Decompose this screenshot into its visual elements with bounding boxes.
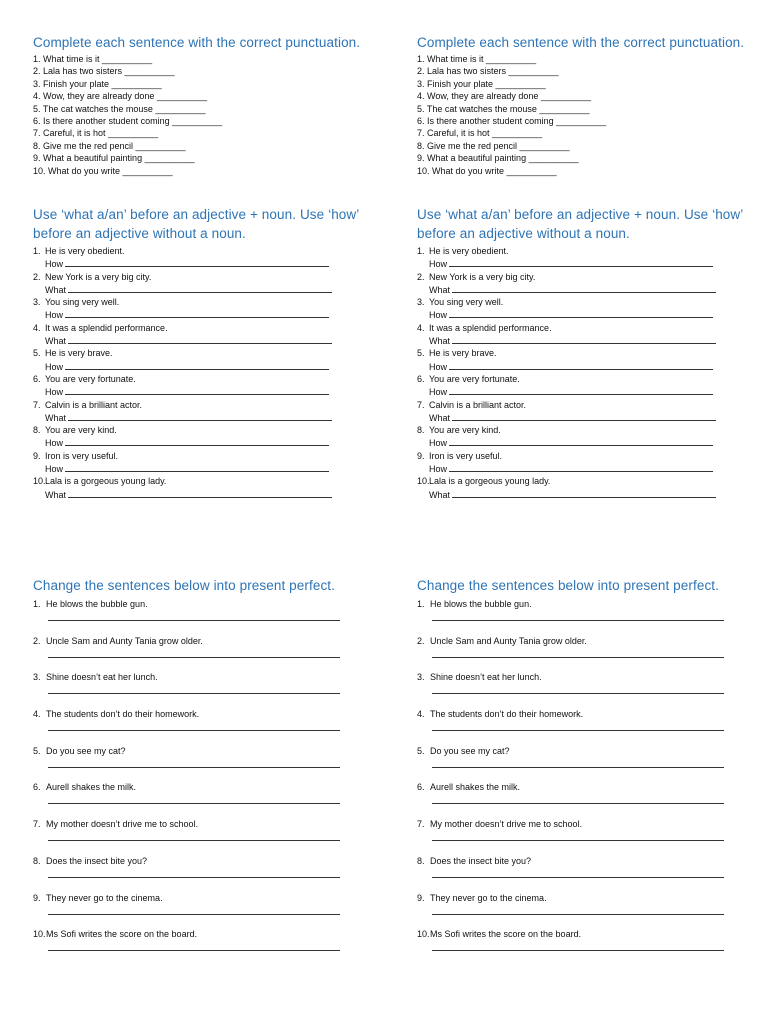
punctuation-item: 8. Give me the red pencil __________ [417, 140, 570, 151]
what-how-list [33, 245, 373, 501]
what-how-item: 2. New York is a very big city. What [417, 271, 757, 297]
punctuation-item: 1. What time is it __________ [33, 54, 153, 64]
punctuation-item: 6. Is there another student coming __________ [417, 116, 607, 127]
answer-line[interactable] [449, 462, 713, 472]
present-perfect-item: 7. My mother doesn’t drive me to school. [33, 818, 373, 855]
present-perfect-item: 7. My mother doesn’t drive me to school. [417, 818, 757, 855]
what-how-item: 9. Iron is very useful. How [417, 450, 757, 476]
answer-line[interactable] [452, 488, 716, 498]
answer-line[interactable] [452, 411, 716, 421]
present-perfect-item: 9. They never go to the cinema. [33, 892, 373, 929]
what-how-item: 9. Iron is very useful. How [33, 450, 373, 476]
punctuation-item: 7. Careful, it is hot __________ [417, 128, 543, 139]
what-how-item: 1. He is very obedient. How [33, 245, 373, 271]
present-perfect-item: 9. They never go to the cinema. [417, 892, 757, 929]
answer-line[interactable] [432, 693, 724, 694]
present-perfect-item: 10.Ms Sofi writes the score on the board. [417, 928, 757, 965]
punctuation-item: 4. Wow, they are already done __________ [33, 91, 207, 102]
answer-line[interactable] [432, 620, 724, 621]
answer-line[interactable] [452, 334, 716, 344]
what-how-heading: Use ‘what a/an’ before an adjective + noun. Use ‘how’ before an adjective without a noun. [33, 207, 359, 241]
answer-line[interactable] [432, 803, 724, 804]
punctuation-item: 4. Wow, they are already done __________ [417, 91, 591, 102]
what-how-item: 4. It was a splendid performance. What [33, 322, 373, 348]
present-perfect-item: 5. Do you see my cat? [417, 745, 757, 782]
present-perfect-item: 2. Uncle Sam and Aunty Tania grow older. [417, 635, 757, 672]
answer-line[interactable] [48, 730, 340, 731]
answer-line[interactable] [48, 693, 340, 694]
what-how-item: 1. He is very obedient. How [417, 245, 757, 271]
answer-line[interactable] [449, 257, 713, 267]
answer-line[interactable] [48, 767, 340, 768]
what-how-section-right [417, 205, 757, 501]
punctuation-item: 10. What do you write __________ [33, 165, 173, 176]
answer-line[interactable] [432, 877, 724, 878]
answer-line[interactable] [432, 657, 724, 658]
what-how-item: 6. You are very fortunate. How [33, 373, 373, 399]
present-perfect-item: 6. Aurell shakes the milk. [417, 781, 757, 818]
present-perfect-item: 10.Ms Sofi writes the score on the board. [33, 928, 373, 965]
what-how-item: 8. You are very kind. How [417, 424, 757, 450]
what-how-item: 2. New York is a very big city. What [33, 271, 373, 297]
present-perfect-heading: Change the sentences below into present perfect. [33, 578, 335, 593]
punctuation-item: 6. Is there another student coming __________ [33, 116, 223, 127]
punctuation-item: 5. The cat watches the mouse __________ [417, 103, 590, 114]
answer-line[interactable] [432, 730, 724, 731]
answer-line[interactable] [65, 385, 329, 395]
present-perfect-item: 5. Do you see my cat? [33, 745, 373, 782]
punctuation-item: 2. Lala has two sisters __________ [33, 66, 175, 77]
answer-line[interactable] [432, 914, 724, 915]
answer-line[interactable] [432, 950, 724, 951]
present-perfect-section-left [33, 576, 373, 965]
what-how-item: 5. He is very brave. How [33, 347, 373, 373]
answer-line[interactable] [65, 308, 329, 318]
answer-line[interactable] [432, 840, 724, 841]
what-how-heading: Use ‘what a/an’ before an adjective + noun. Use ‘how’ before an adjective without a noun. [417, 207, 743, 241]
punctuation-list [417, 53, 757, 177]
what-how-item: 10.Lala is a gorgeous young lady. What [417, 475, 757, 501]
answer-line[interactable] [68, 283, 332, 293]
what-how-item: 10.Lala is a gorgeous young lady. What [33, 475, 373, 501]
present-perfect-item: 8. Does the insect bite you? [417, 855, 757, 892]
answer-line[interactable] [65, 360, 329, 370]
punctuation-list [33, 53, 373, 177]
punctuation-item: 3. Finish your plate __________ [33, 78, 162, 89]
punctuation-heading: Complete each sentence with the correct punctuation. [417, 35, 745, 50]
punctuation-item: 10. What do you write __________ [417, 165, 557, 176]
answer-line[interactable] [48, 950, 340, 951]
answer-line[interactable] [452, 283, 716, 293]
punctuation-item: 3. Finish your plate __________ [417, 78, 546, 89]
what-how-item: 4. It was a splendid performance. What [417, 322, 757, 348]
what-how-item: 8. You are very kind. How [33, 424, 373, 450]
punctuation-section-right [417, 33, 757, 177]
what-how-section-left [33, 205, 373, 501]
punctuation-item: 2. Lala has two sisters __________ [417, 66, 559, 77]
punctuation-item: 1. What time is it __________ [417, 54, 537, 64]
what-how-item: 6. You are very fortunate. How [417, 373, 757, 399]
what-how-list [417, 245, 757, 501]
punctuation-item: 8. Give me the red pencil __________ [33, 140, 186, 151]
present-perfect-item: 1. He blows the bubble gun. [417, 598, 757, 635]
what-how-item: 3. You sing very well. How [33, 296, 373, 322]
present-perfect-item: 3. Shine doesn’t eat her lunch. [33, 671, 373, 708]
answer-line[interactable] [68, 334, 332, 344]
punctuation-item: 9. What a beautiful painting __________ [417, 153, 579, 164]
present-perfect-section-right [417, 576, 757, 965]
answer-line[interactable] [449, 436, 713, 446]
present-perfect-list [33, 598, 373, 965]
present-perfect-item: 6. Aurell shakes the milk. [33, 781, 373, 818]
present-perfect-heading: Change the sentences below into present perfect. [417, 578, 719, 593]
answer-line[interactable] [48, 803, 340, 804]
present-perfect-item: 4. The students don’t do their homework. [417, 708, 757, 745]
answer-line[interactable] [449, 360, 713, 370]
answer-line[interactable] [449, 308, 713, 318]
present-perfect-item: 3. Shine doesn’t eat her lunch. [417, 671, 757, 708]
punctuation-section-left [33, 33, 373, 177]
answer-line[interactable] [48, 657, 340, 658]
answer-line[interactable] [48, 914, 340, 915]
punctuation-item: 7. Careful, it is hot __________ [33, 128, 159, 139]
answer-line[interactable] [48, 840, 340, 841]
present-perfect-item: 8. Does the insect bite you? [33, 855, 373, 892]
answer-line[interactable] [68, 488, 332, 498]
answer-line[interactable] [48, 877, 340, 878]
what-how-item: 3. You sing very well. How [417, 296, 757, 322]
what-how-item: 5. He is very brave. How [417, 347, 757, 373]
punctuation-heading: Complete each sentence with the correct punctuation. [33, 35, 361, 50]
answer-line[interactable] [65, 257, 329, 267]
answer-line[interactable] [432, 767, 724, 768]
answer-line[interactable] [68, 411, 332, 421]
answer-line[interactable] [449, 385, 713, 395]
present-perfect-item: 2. Uncle Sam and Aunty Tania grow older. [33, 635, 373, 672]
punctuation-item: 5. The cat watches the mouse __________ [33, 103, 206, 114]
answer-line[interactable] [48, 620, 340, 621]
punctuation-item: 9. What a beautiful painting __________ [33, 153, 195, 164]
answer-line[interactable] [65, 436, 329, 446]
present-perfect-list [417, 598, 757, 965]
what-how-item: 7. Calvin is a brilliant actor. What [33, 399, 373, 425]
what-how-item: 7. Calvin is a brilliant actor. What [417, 399, 757, 425]
answer-line[interactable] [65, 462, 329, 472]
present-perfect-item: 1. He blows the bubble gun. [33, 598, 373, 635]
present-perfect-item: 4. The students don’t do their homework. [33, 708, 373, 745]
